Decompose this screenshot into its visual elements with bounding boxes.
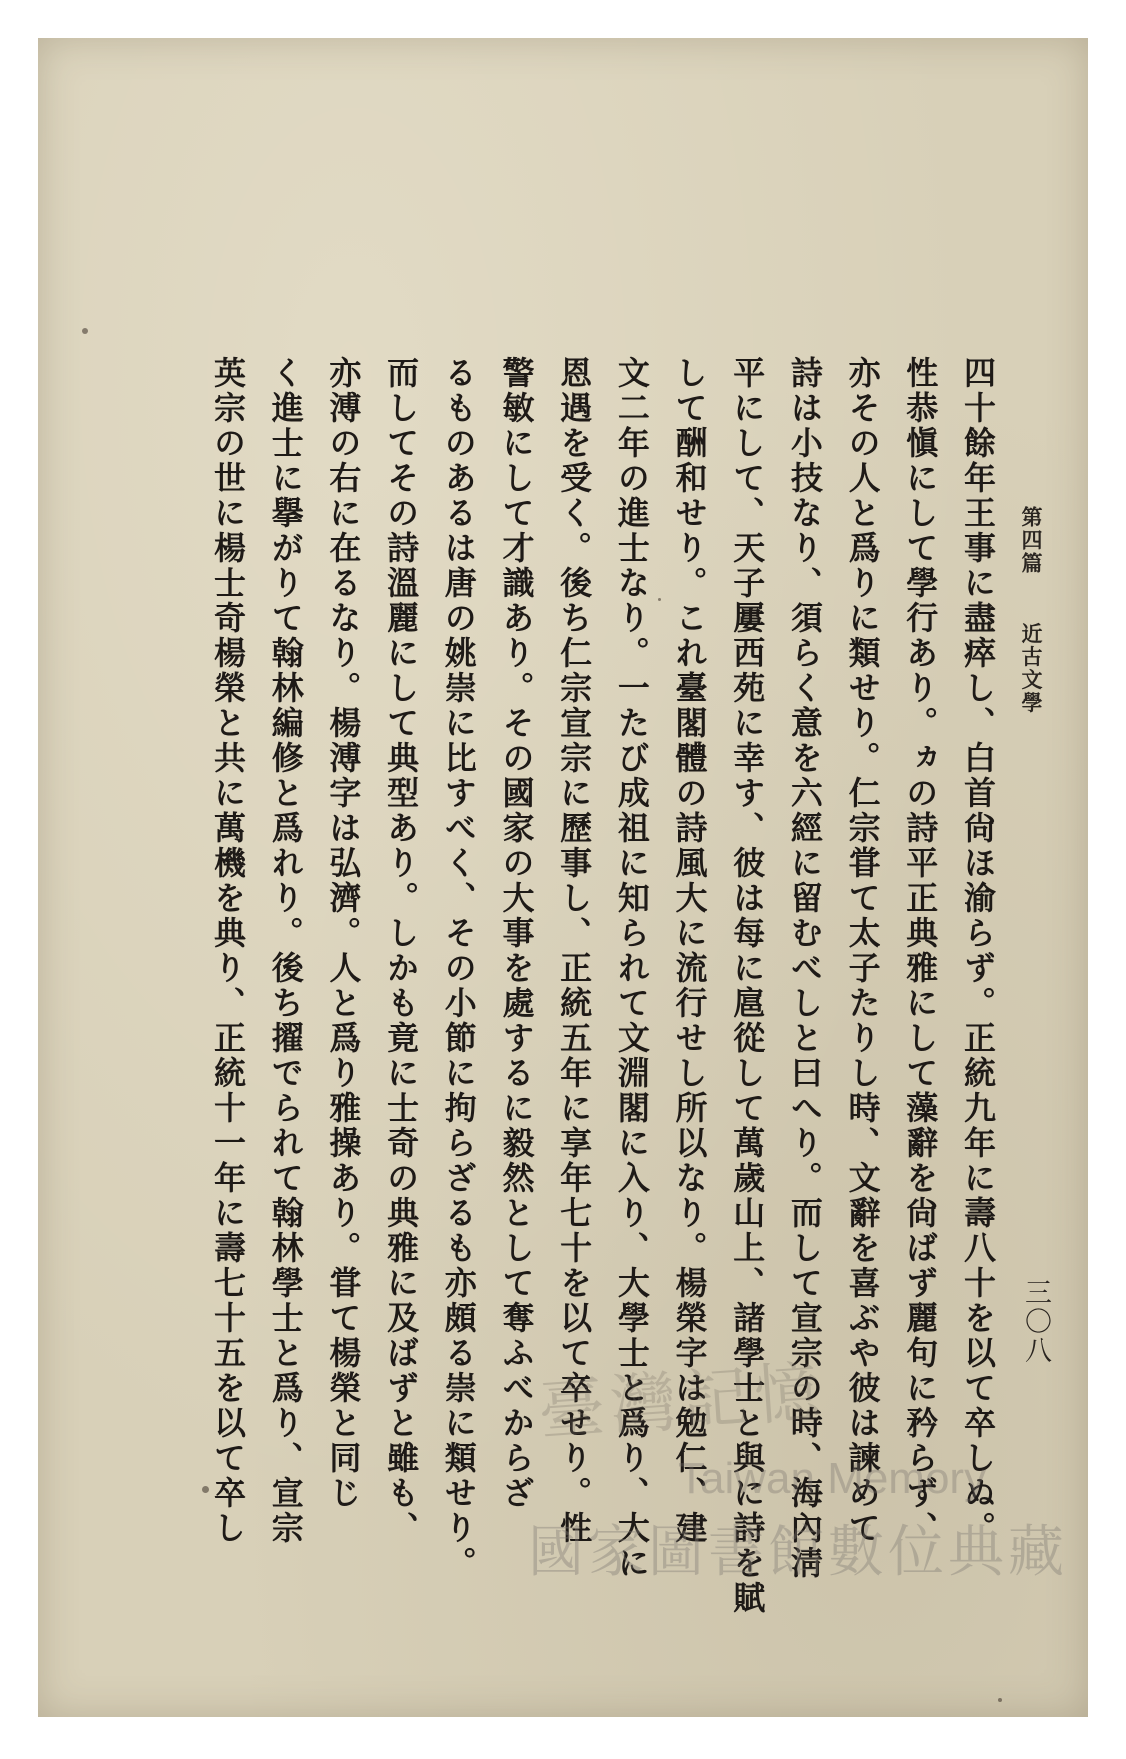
running-header: [1016, 506, 1046, 714]
text-column: して酬和せり。これ臺閣體の詩風大に流行せし所以なり。楊榮字は勉仁、建: [670, 356, 709, 1546]
text-column: 文二年の進士なり。一たび成祖に知られて文淵閣に入り、大學士と爲り、大に: [612, 356, 651, 1581]
text-column: く進士に擧がりて翰林編修と爲れり。後ち擢でられて翰林學士と爲り、宣宗: [266, 356, 305, 1546]
page-number: 三〇八: [1020, 1278, 1051, 1365]
text-column: 恩遇を受く。後ち仁宗宣宗に歷事し、正統五年に享年七十を以て卒せり。性: [555, 356, 594, 1546]
text-column: 英宗の世に楊士奇楊榮と共に萬機を典り、正統十一年に壽七十五を以て卒し: [209, 356, 247, 1546]
text-column: るものあるは唐の姚崇に比すべく、その小節に拘らざるも亦頗る崇に類せり。: [439, 356, 478, 1581]
paper-speck: [998, 1698, 1002, 1702]
text-column: 亦その人と爲りに類せり。仁宗甞て太子たりし時、文辭を喜ぶや彼は諫めて: [843, 356, 882, 1546]
text-column: 四十餘年王事に盡瘁し、白首尙ほ渝らず。正統九年に壽八十を以て卒しぬ。: [958, 356, 997, 1546]
text-column: 而してその詩溫麗にして典型あり。しかも竟に士奇の典雅に及ばずと雖も、: [382, 356, 421, 1546]
paper-speck: [658, 598, 661, 601]
text-column: 性恭愼にして學行あり。ヵの詩平正典雅にして藻辭を尙ばず麗句に矜らず、: [901, 356, 940, 1546]
text-column: 平にして、天子屢西苑に幸す、彼は每に扈從して萬歲山上、諸學士と與に詩を賦: [728, 356, 767, 1616]
paper-speck: [202, 1486, 209, 1493]
watermark-calligraphy: 臺灣記憶: [536, 1353, 829, 1450]
text-column: 警敏にして才識あり。その國家の大事を處するに毅然として奪ふべからざ: [497, 356, 536, 1511]
book-page: [38, 38, 1088, 1717]
watermark-english: Taiwan Memory: [678, 1454, 987, 1503]
text-column: 詩は小技なり、須らく意を六經に留むべしと曰へり。而して宣宗の時、海內淸: [785, 356, 824, 1581]
chapter-title: 近古文學: [1019, 622, 1044, 715]
text-column: 亦溥の右に在るなり。楊溥字は弘濟。人と爲り雅操あり。甞て楊榮と同じ: [324, 356, 363, 1511]
watermark-library-name: 國家圖書館數位典藏: [528, 1520, 1068, 1583]
chapter-label: 第四篇: [1019, 506, 1044, 575]
paper-speck: [82, 328, 88, 334]
